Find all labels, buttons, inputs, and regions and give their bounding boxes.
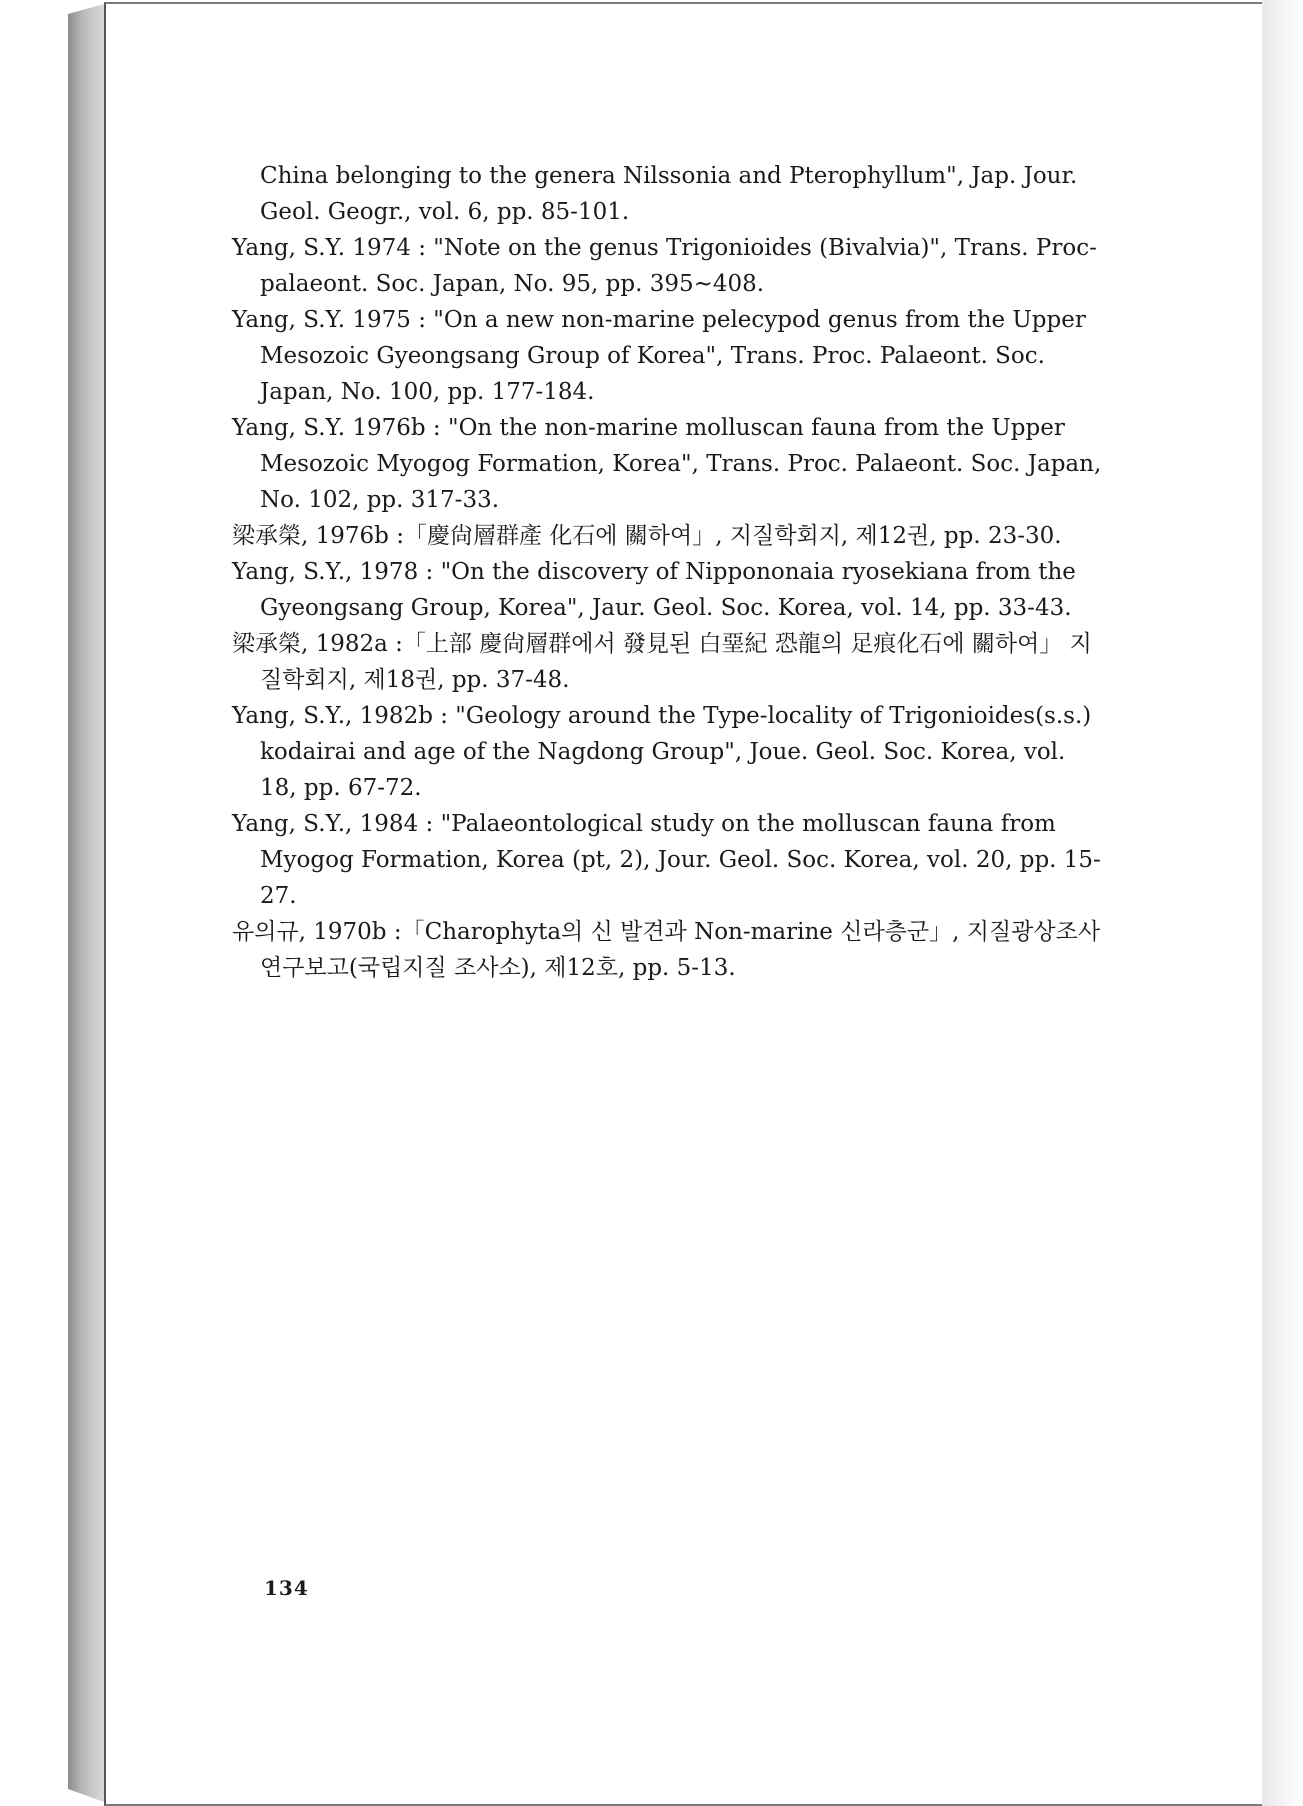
page-number: 134 [264, 1576, 309, 1600]
reference-entry: 梁承榮, 1976b :「慶尙層群產 化石에 關하여」, 지질학회지, 제12권, pp. 23-30. [232, 523, 1062, 549]
reference-list [232, 158, 1102, 986]
book-page-edge [68, 4, 104, 1802]
page-shadow [1262, 0, 1303, 1806]
reference-entry: Yang, S.Y., 1982b : "Geology around the Type-locality of Trigonioides(s.s.) kodairai and age of the Nagdong Group", Joue. Geol. Soc. Korea, vol. 18, pp. 67-72. [232, 703, 1092, 801]
reference-entry: Yang, S.Y., 1984 : "Palaeontological study on the molluscan fauna from Myogog Formation, Korea (pt, 2), Jour. Geol. Soc. Korea, vol. 20, pp. 15-27. [232, 811, 1101, 909]
reference-entry: Yang, S.Y. 1974 : "Note on the genus Trigonioides (Bivalvia)", Trans. Proc-palaeont. Soc. Japan, No. 95, pp. 395~408. [232, 235, 1097, 297]
reference-entry: Yang, S.Y. 1975 : "On a new non-marine pelecypod genus from the Upper Mesozoic Gyeongsang Group of Korea", Trans. Proc. Palaeont. Soc. Japan, No. 100, pp. 177-184. [232, 307, 1086, 405]
reference-entry: 유의규, 1970b :「Charophyta의 신 발견과 Non-marine 신라층군」, 지질광상조사연구보고(국립지질 조사소), 제12호, pp. 5-13. [232, 919, 1101, 981]
reference-entry: China belonging to the genera Nilssonia and Pterophyllum", Jap. Jour. Geol. Geogr., vol. 6, pp. 85-101. [260, 163, 1078, 225]
reference-entry: Yang, S.Y., 1978 : "On the discovery of Nippononaia ryosekiana from the Gyeongsang Group, Korea", Jaur. Geol. Soc. Korea, vol. 14, pp. 33-43. [232, 559, 1076, 621]
reference-entry: Yang, S.Y. 1976b : "On the non-marine molluscan fauna from the Upper Mesozoic Myogog Formation, Korea", Trans. Proc. Palaeont. Soc. Japan, No. 102, pp. 317-33. [232, 415, 1102, 513]
reference-entry: 梁承榮, 1982a :「上部 慶尙層群에서 發見된 白堊紀 恐龍의 足痕化石에 關하여」 지질학회지, 제18권, pp. 37-48. [232, 631, 1092, 693]
